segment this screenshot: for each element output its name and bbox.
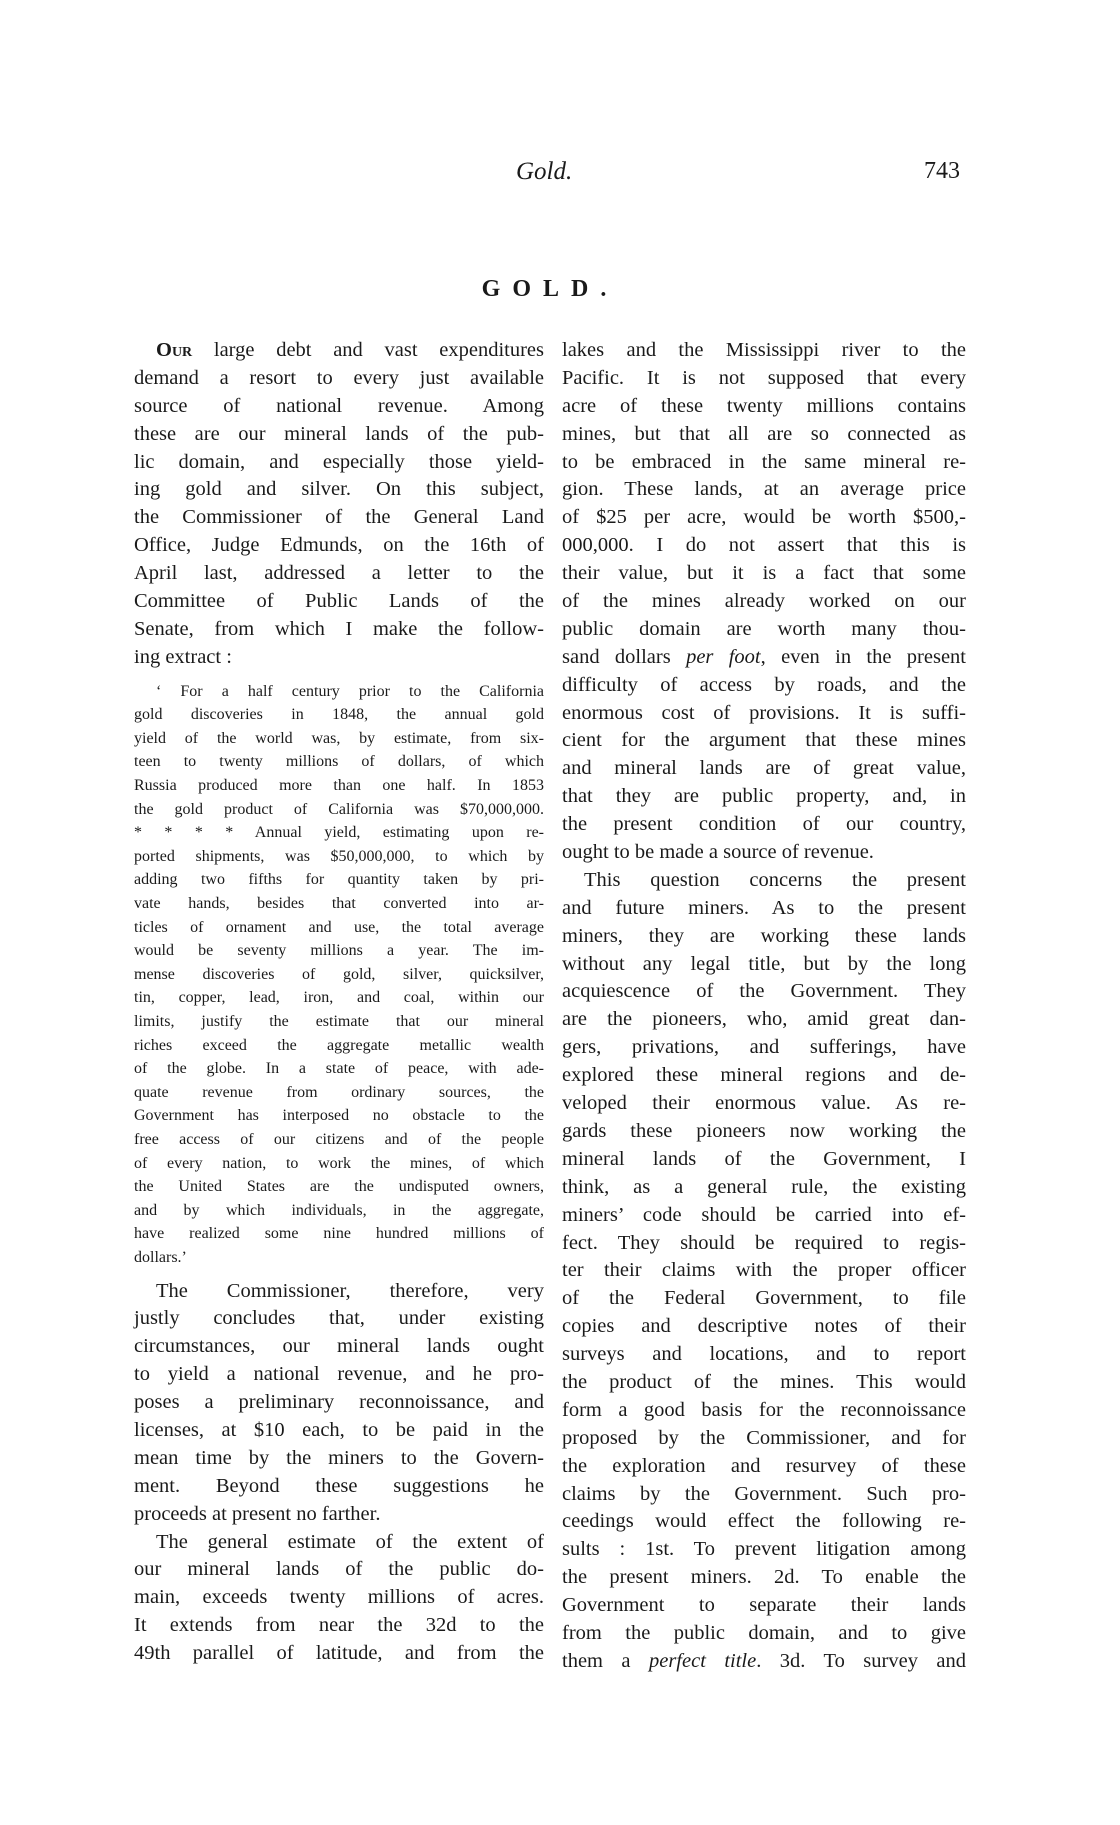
- quote-line: the United States are the undisputed owners,: [134, 1178, 544, 1196]
- paragraph-estimate: [134, 1529, 544, 1668]
- text-line: difficulty of access by roads, and the: [562, 673, 966, 696]
- text-line: of the mines already worked on our: [562, 590, 966, 613]
- text-line: mines, but that all are so connected as: [562, 422, 966, 445]
- text-line: without any legal title, but by the long: [562, 952, 966, 975]
- text-line: acquiescence of the Government. They: [562, 980, 966, 1003]
- text-line: proceeds at present no farther.: [134, 1502, 381, 1525]
- text-line: are the pioneers, who, amid great dan-: [562, 1008, 966, 1031]
- quote-line: would be seventy millions a year. The im-: [134, 942, 544, 960]
- text-line: source of national revenue. Among: [134, 394, 544, 417]
- italic-emphasis: perfect title: [648, 1649, 757, 1672]
- text-line: ment. Beyond these suggestions he: [134, 1474, 544, 1497]
- quote-line: gold discoveries in 1848, the annual gold: [134, 706, 544, 724]
- quote-line: vate hands, besides that converted into ar-: [134, 895, 544, 913]
- text-line: justly concludes that, under existing: [134, 1307, 544, 1330]
- text-line: ceedings would effect the following re-: [562, 1510, 966, 1533]
- text-line: licenses, at $10 each, to be paid in the: [134, 1418, 544, 1441]
- text-line: demand a resort to every just available: [134, 366, 544, 389]
- text-line: The general estimate of the extent of: [156, 1530, 544, 1553]
- quote-line: quate revenue from ordinary sources, the: [134, 1083, 544, 1101]
- text-line: Committee of Public Lands of the: [134, 590, 544, 613]
- running-head-title: Gold.: [516, 158, 573, 185]
- text-line: ter their claims with the proper officer: [562, 1259, 966, 1282]
- quote-line: and by which individuals, in the aggregate,: [134, 1201, 544, 1219]
- text-line: the Commissioner of the General Land: [134, 506, 544, 529]
- quote-line: yield of the world was, by estimate, from six-: [134, 729, 544, 747]
- paragraph-lands-continued: [562, 337, 966, 867]
- text-line: circumstances, our mineral lands ought: [134, 1335, 544, 1358]
- quote-line: tin, copper, lead, iron, and coal, within our: [134, 989, 544, 1007]
- text-line: claims by the Government. Such pro-: [562, 1482, 966, 1505]
- text-line: and future miners. As to the present: [562, 896, 966, 919]
- text-line: ing gold and silver. On this subject,: [134, 478, 544, 501]
- quote-line: free access of our citizens and of the people: [134, 1130, 544, 1148]
- drop-word: Our: [156, 339, 193, 361]
- text-line: of the Federal Government, to file: [562, 1287, 966, 1310]
- text-line: of $25 per acre, would be worth $500,-: [562, 506, 966, 529]
- text-line: mineral lands of the Government, I: [562, 1147, 966, 1170]
- quote-line: of the globe. In a state of peace, with ade-: [134, 1060, 544, 1078]
- text-line: the exploration and resurvey of these: [562, 1454, 966, 1477]
- text-line: Office, Judge Edmunds, on the 16th of: [134, 534, 544, 557]
- text-line: mean time by the miners to the Govern-: [134, 1446, 544, 1469]
- text-line: the present miners. 2d. To enable the: [562, 1566, 966, 1589]
- text-line: gers, privations, and sufferings, have: [562, 1036, 966, 1059]
- text-line: This question concerns the present: [584, 868, 966, 891]
- quote-line: mense discoveries of gold, silver, quicksilver,: [134, 965, 544, 983]
- text-line: enormous cost of provisions. It is suffi-: [562, 701, 966, 724]
- text-line: lakes and the Mississippi river to the: [562, 339, 966, 361]
- text-line: the product of the mines. This would: [562, 1370, 966, 1393]
- text-line: lic domain, and especially those yield-: [134, 450, 544, 473]
- text-line: our mineral lands of the public do-: [134, 1558, 544, 1581]
- quote-line: limits, justify the estimate that our mineral: [134, 1013, 544, 1030]
- quote-line: ticles of ornament and use, the total average: [134, 918, 544, 936]
- text-line: proposed by the Commissioner, and for: [562, 1426, 966, 1449]
- quote-line: Russia produced more than one half. In 1853: [134, 777, 544, 795]
- running-head: [0, 158, 1120, 188]
- text-line: public domain are worth many thou-: [562, 617, 966, 640]
- text-line: these are our mineral lands of the pub-: [134, 422, 544, 445]
- text-line: sand dollars per foot, even in the present: [562, 645, 967, 668]
- paragraph-commissioner: [134, 1278, 544, 1529]
- quote-line: have realized some nine hundred millions of: [134, 1225, 544, 1243]
- text-line: ought to be made a source of revenue.: [562, 841, 874, 864]
- quote-line: Government has interposed no obstacle to the: [134, 1107, 544, 1125]
- italic-emphasis: per foot: [686, 645, 761, 668]
- block-quote: [134, 680, 544, 1270]
- left-column: [134, 337, 544, 1668]
- paragraph-intro: [134, 337, 544, 672]
- text-line: gards these pioneers now working the: [562, 1119, 966, 1142]
- text-line: that they are public property, and, in: [562, 785, 966, 808]
- text-line: Our large debt and vast expenditures: [156, 339, 544, 361]
- text-line: April last, addressed a letter to the: [134, 562, 544, 585]
- text-line: Pacific. It is not supposed that every: [562, 366, 966, 389]
- text-line: Senate, from which I make the follow-: [134, 617, 544, 640]
- quote-line: * * * * Annual yield, estimating upon re-: [134, 824, 544, 842]
- page-number: 743: [924, 158, 960, 184]
- text-line: veloped their enormous value. As re-: [562, 1092, 966, 1115]
- quote-line: riches exceed the aggregate metallic wealth: [134, 1036, 544, 1054]
- text-line: It extends from near the 32d to the: [134, 1614, 544, 1637]
- quote-line: the gold product of California was $70,000,000.: [134, 800, 544, 818]
- text-line: acre of these twenty millions contains: [562, 394, 966, 417]
- text-line: sults : 1st. To prevent litigation among: [562, 1538, 966, 1561]
- text-line: to yield a national revenue, and he pro-: [134, 1363, 544, 1386]
- text-line: form a good basis for the reconnoissance: [562, 1398, 966, 1421]
- text-line: 000,000. I do not assert that this is: [562, 534, 966, 557]
- text-line: poses a preliminary reconnoissance, and: [134, 1391, 544, 1414]
- text-line: ing extract :: [134, 645, 232, 668]
- text-line: fect. They should be required to regis-: [562, 1231, 966, 1254]
- text-line: miners, they are working these lands: [562, 924, 966, 947]
- right-column: [562, 337, 966, 1676]
- quote-line: of every nation, to work the mines, of which: [134, 1154, 544, 1172]
- text-line: the present condition of our country,: [562, 813, 966, 836]
- text-line: cient for the argument that these mines: [562, 729, 966, 752]
- text-line: to be embraced in the same mineral re-: [562, 450, 966, 473]
- paragraph-miners: [562, 867, 966, 1676]
- text-line: from the public domain, and to give: [562, 1621, 966, 1644]
- article-title: GOLD.: [481, 276, 619, 302]
- text-line: main, exceeds twenty millions of acres.: [134, 1586, 544, 1609]
- text-line: and mineral lands are of great value,: [562, 757, 966, 780]
- text-line: 49th parallel of latitude, and from the: [134, 1642, 544, 1665]
- text-line: explored these mineral regions and de-: [562, 1064, 966, 1087]
- quote-line: adding two fifths for quantity taken by pri-: [134, 871, 544, 889]
- quote-line: teen to twenty millions of dollars, of which: [134, 753, 544, 771]
- text-line: surveys and locations, and to report: [562, 1343, 966, 1366]
- text-line: their value, but it is a fact that some: [562, 562, 966, 585]
- text-line: copies and descriptive notes of their: [562, 1315, 966, 1338]
- quote-line: dollars.’: [134, 1248, 187, 1266]
- text-line: them a perfect title. 3d. To survey and: [562, 1649, 966, 1672]
- text-line: The Commissioner, therefore, very: [156, 1279, 544, 1302]
- quote-line: ported shipments, was $50,000,000, to which by: [134, 847, 544, 865]
- text-line: gion. These lands, at an average price: [562, 478, 966, 501]
- text-line: miners’ code should be carried into ef-: [562, 1203, 966, 1226]
- text-line: think, as a general rule, the existing: [562, 1175, 966, 1198]
- text-line: Government to separate their lands: [562, 1594, 966, 1617]
- quote-line: ‘ For a half century prior to the California: [156, 682, 544, 700]
